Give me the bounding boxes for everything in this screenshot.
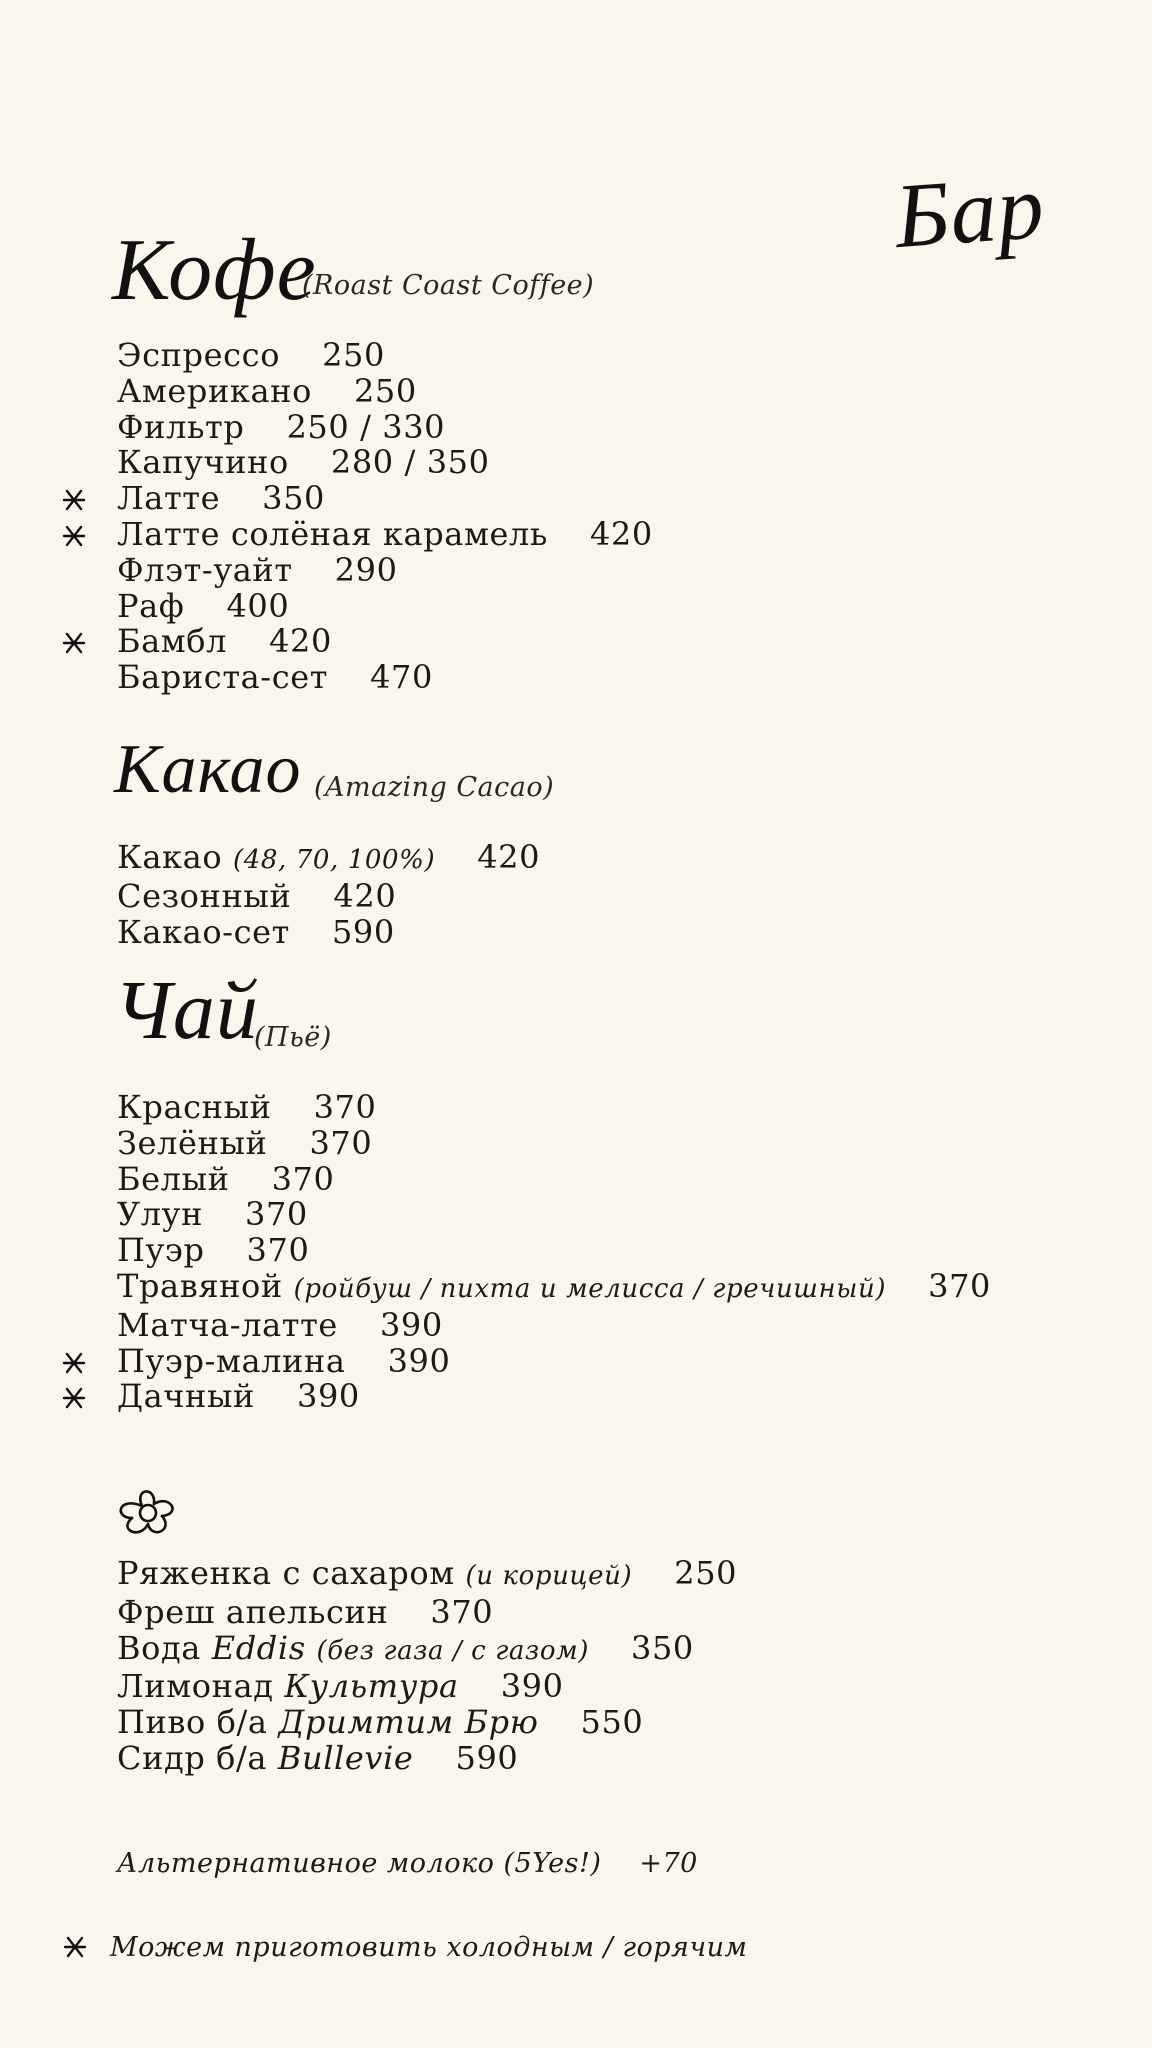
cacao-list xyxy=(117,840,540,950)
menu-item xyxy=(117,1123,991,1162)
item-price: 280 / 350 xyxy=(330,443,490,482)
item-name: Зелёный xyxy=(117,1123,268,1162)
item-name: Фильтр xyxy=(117,407,245,446)
item-price: 370 xyxy=(271,1159,335,1198)
item-name: Сидр б/а xyxy=(117,1738,268,1777)
item-note: (ройбуш / пихта и мелисса / гречишный) xyxy=(293,1273,887,1304)
item-price: 370 xyxy=(928,1266,992,1305)
cacao-section-title: Какао xyxy=(114,731,302,808)
item-name: Лимонад xyxy=(117,1667,274,1706)
item-price: 420 xyxy=(269,622,332,661)
item-price: 590 xyxy=(455,1738,519,1777)
tea-list xyxy=(117,1090,991,1415)
item-name: Флэт-уайт xyxy=(117,550,293,589)
menu-item xyxy=(117,1159,991,1198)
alt-milk-note xyxy=(117,1848,698,1879)
coffee-list xyxy=(117,338,653,696)
item-name: Эспрессо xyxy=(117,336,281,374)
menu-item xyxy=(117,840,540,879)
item-name: Бамбл xyxy=(117,622,228,661)
item-price: 250 / 330 xyxy=(286,407,446,446)
menu-item xyxy=(117,1556,737,1595)
item-note: (и корицей) xyxy=(465,1561,633,1591)
alt-milk-label: Альтернативное молоко (5Yes!) xyxy=(117,1848,602,1879)
item-name: Травяной xyxy=(117,1266,283,1305)
item-price: 420 xyxy=(589,514,653,553)
flower-icon xyxy=(112,1482,184,1542)
menu-item xyxy=(117,338,653,374)
menu-item xyxy=(117,660,653,696)
menu-item xyxy=(117,1341,991,1380)
menu-item xyxy=(117,1379,991,1415)
item-name: Дачный xyxy=(117,1377,255,1416)
asterisk-icon xyxy=(61,631,87,655)
item-price: 290 xyxy=(334,550,398,589)
menu-item xyxy=(117,1669,737,1705)
item-price: 390 xyxy=(379,1305,443,1344)
asterisk-icon xyxy=(61,1351,87,1375)
menu-item xyxy=(117,912,540,951)
menu-item xyxy=(117,550,653,589)
item-price: 390 xyxy=(296,1377,360,1416)
menu-item xyxy=(117,624,653,660)
item-note: (48, 70, 100%) xyxy=(232,845,436,875)
item-price: 350 xyxy=(630,1628,694,1667)
tea-section-subtitle: (Пьё) xyxy=(254,1022,332,1053)
item-brand: Дримтим Брю xyxy=(278,1703,539,1742)
item-price: 590 xyxy=(331,912,395,951)
menu-item xyxy=(117,1705,737,1741)
menu-item xyxy=(117,1090,991,1126)
item-price: 470 xyxy=(370,658,433,697)
item-name: Сезонный xyxy=(117,876,292,915)
item-brand: Bullevie xyxy=(277,1738,414,1777)
item-note: (без газа / с газом) xyxy=(316,1635,589,1666)
item-price: 420 xyxy=(477,838,541,876)
menu-item xyxy=(117,445,653,481)
item-name: Капучино xyxy=(117,443,289,482)
asterisk-icon xyxy=(62,1935,88,1959)
item-price: 390 xyxy=(500,1667,564,1706)
item-name: Улун xyxy=(117,1195,204,1234)
item-price: 370 xyxy=(309,1123,373,1162)
item-price: 370 xyxy=(245,1195,308,1234)
item-name: Пуэр xyxy=(117,1231,205,1270)
bar-title: Бар xyxy=(891,154,1048,268)
asterisk-icon xyxy=(61,488,87,512)
menu-item xyxy=(117,876,540,915)
tea-section-title: Чай xyxy=(114,964,259,1057)
star-legend-note: Можем приготовить холодным / горячим xyxy=(110,1932,748,1963)
item-price: 550 xyxy=(580,1703,644,1742)
menu-item xyxy=(117,371,653,410)
menu-item xyxy=(117,481,653,517)
menu-item xyxy=(117,1628,737,1670)
item-price: 420 xyxy=(333,876,397,915)
item-brand: Культура xyxy=(284,1667,459,1706)
item-name: Матча-латте xyxy=(117,1305,338,1344)
cacao-section-subtitle: (Amazing Cacao) xyxy=(314,772,555,803)
item-name: Пиво б/а xyxy=(117,1703,268,1742)
item-name: Красный xyxy=(117,1088,272,1126)
asterisk-icon xyxy=(61,524,87,548)
menu-item xyxy=(117,586,653,625)
item-name: Фреш апельсин xyxy=(117,1592,389,1631)
item-price: 250 xyxy=(674,1554,738,1592)
item-price: 250 xyxy=(322,336,385,374)
asterisk-icon xyxy=(61,1386,87,1410)
item-name: Латте солёная карамель xyxy=(117,514,548,553)
item-name: Вода xyxy=(117,1628,201,1667)
item-name: Пуэр-малина xyxy=(117,1341,346,1380)
item-price: 390 xyxy=(387,1341,451,1380)
item-name: Ряженка с сахаром xyxy=(117,1554,455,1592)
menu-item xyxy=(117,1197,991,1233)
item-name: Какао-сет xyxy=(117,912,290,951)
item-price: 250 xyxy=(353,371,417,410)
item-name: Бариста-сет xyxy=(117,658,329,697)
item-name: Какао xyxy=(117,838,223,876)
alt-milk-price: +70 xyxy=(639,1848,698,1879)
item-name: Американо xyxy=(117,371,312,410)
item-price: 370 xyxy=(430,1592,494,1631)
item-name: Раф xyxy=(117,586,185,625)
item-price: 350 xyxy=(262,479,326,518)
menu-item xyxy=(117,1738,737,1777)
menu-item xyxy=(117,514,653,553)
menu-item xyxy=(117,407,653,446)
other-drinks-list xyxy=(117,1556,737,1777)
item-name: Латте xyxy=(117,479,221,518)
menu-item xyxy=(117,1233,991,1269)
coffee-section-subtitle: (Roast Coast Coffee) xyxy=(302,270,595,301)
item-price: 400 xyxy=(226,586,290,625)
menu-item xyxy=(117,1305,991,1344)
coffee-section-title: Кофе xyxy=(112,222,317,319)
menu-item xyxy=(117,1266,992,1308)
menu-item xyxy=(117,1592,737,1631)
item-price: 370 xyxy=(313,1088,377,1126)
item-brand: Eddis xyxy=(211,1628,306,1667)
item-price: 370 xyxy=(246,1231,310,1270)
item-name: Белый xyxy=(117,1159,230,1198)
